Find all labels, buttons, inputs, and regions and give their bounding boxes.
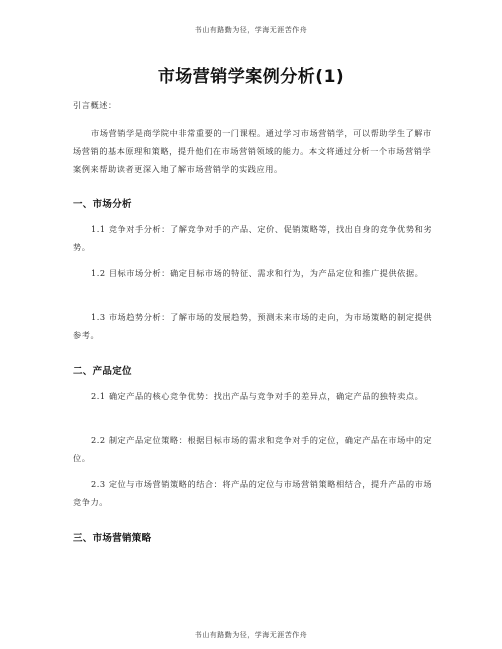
running-header: 书山有路勤为径，学海无涯苦作舟: [194, 26, 308, 34]
paragraph-2-1: 2.1 确定产品的核心竞争优势：找出产品与竞争对手的差异点，确定产品的独特卖点。: [91, 391, 424, 401]
intro-paragraph: 市场营销学是商学院中非常重要的一门课程。通过学习市场营销学，可以帮助学生了解市场营销的基本原理和策略，提升他们在市场营销领域的能力。本文将通过分析一个市场营销学案例来帮助读者更深入地了解市场营销学的实践应用。: [73, 128, 432, 174]
section-heading-product-positioning: 二、产品定位: [73, 366, 132, 377]
document-title: 市场营销学案例分析(1): [157, 67, 345, 87]
paragraph-2-3: 2.3 定位与市场营销策略的结合：将产品的定位与市场营销策略相结合，提升产品的市场竞争力。: [73, 479, 433, 507]
section-heading-market-analysis: 一、市场分析: [73, 199, 132, 210]
section-heading-marketing-strategy: 三、市场营销策略: [73, 533, 152, 544]
paragraph-1-3: 1.3 市场趋势分析：了解市场的发展趋势，预测未来市场的走向，为市场策略的制定提供参考。: [73, 312, 433, 340]
paragraph-2-2: 2.2 制定产品定位策略：根据目标市场的需求和竞争对手的定位，确定产品在市场中的定位。: [73, 435, 433, 463]
running-footer: 书山有路勤为径，学海无涯苦作舟: [194, 631, 308, 639]
paragraph-1-2: 1.2 目标市场分析：确定目标市场的特征、需求和行为，为产品定位和推广提供依据。: [91, 268, 424, 278]
intro-label: 引言概述：: [73, 100, 117, 110]
paragraph-1-1: 1.1 竞争对手分析：了解竞争对手的产品、定价、促销策略等，找出自身的竞争优势和劣势。: [73, 224, 433, 252]
